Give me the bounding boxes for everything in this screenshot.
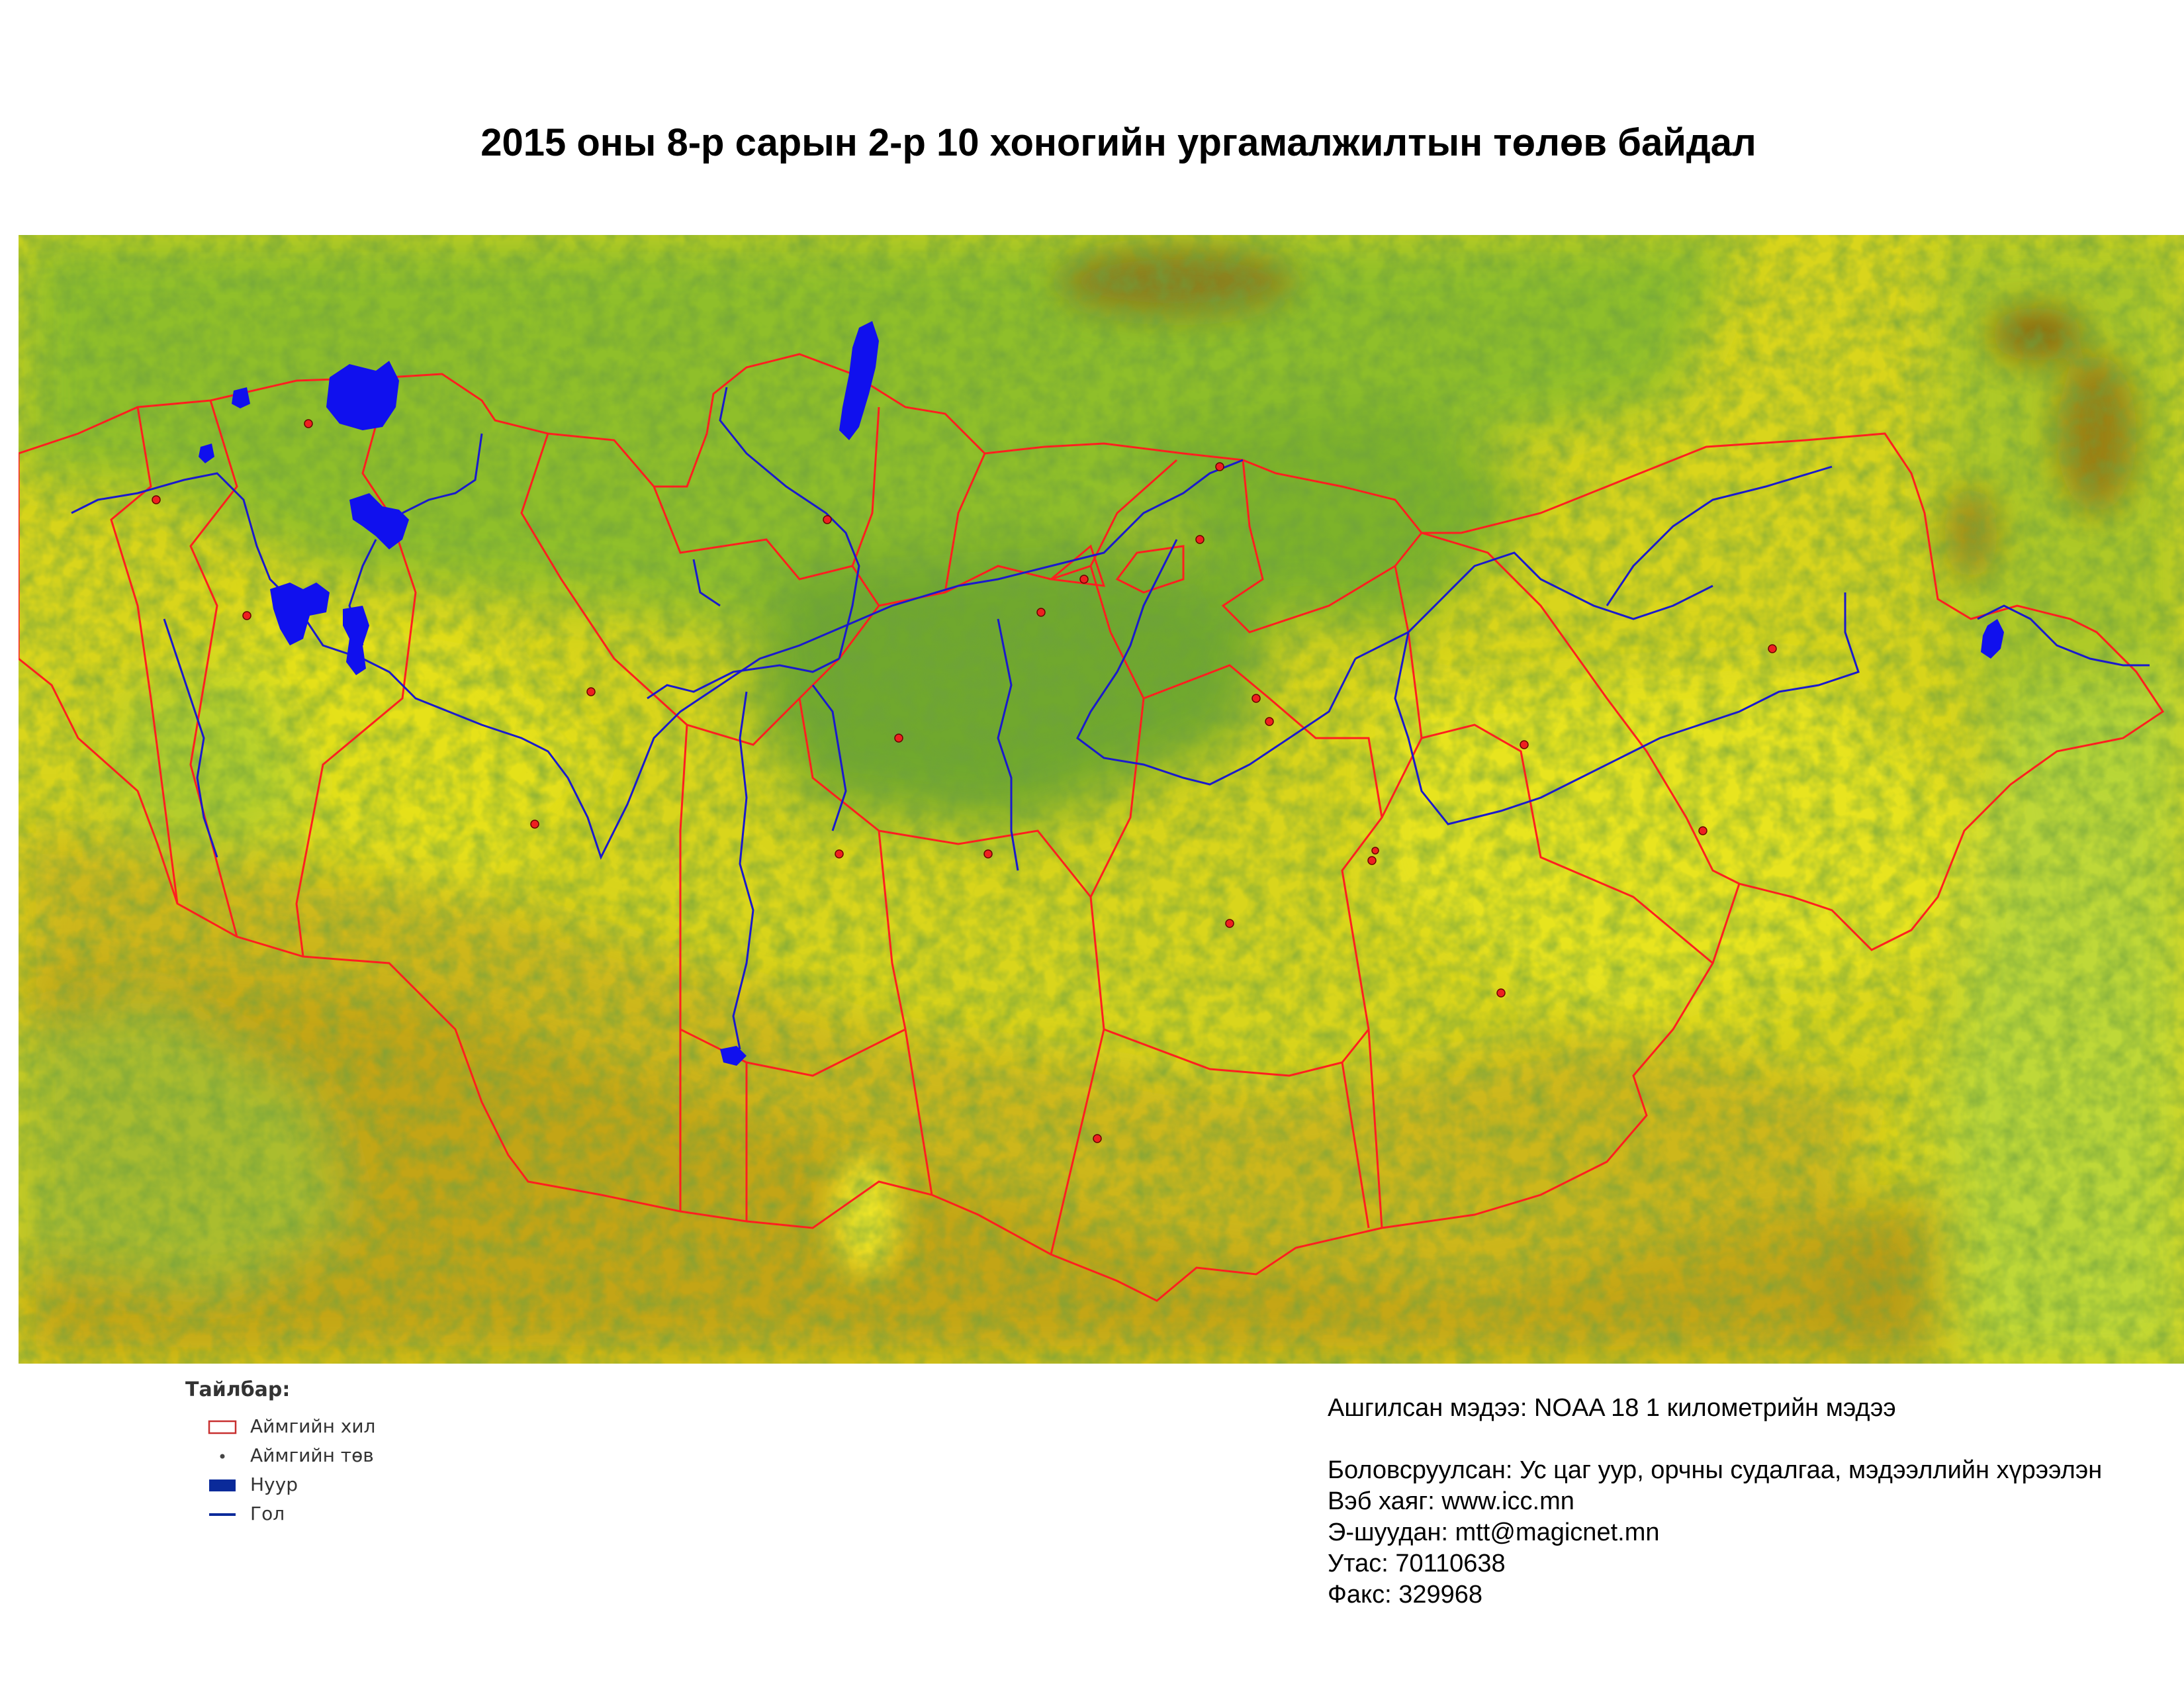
info-fax: Факс: 329968 (1328, 1581, 1482, 1609)
map-legend (185, 1378, 516, 1537)
aimag-center-sukhbaatar-city (1216, 463, 1224, 471)
aimag-center-tsetserleg (895, 734, 903, 742)
info-website[interactable]: Вэб хаяг: www.icc.mn (1328, 1487, 1574, 1515)
aimag-center-sainshand (1497, 989, 1505, 997)
info-email[interactable]: Э-шуудан: mtt@magicnet.mn (1328, 1519, 1660, 1546)
aimag-center-undurkhaan (1520, 741, 1528, 749)
aimag-center-choibalsan (1768, 645, 1776, 653)
aimag-center-ulaanbaatar (1252, 694, 1260, 702)
aimag-center-zuunmod (1265, 718, 1273, 726)
aimag-center-altai (531, 820, 539, 828)
legend-title: Тайлбар: (185, 1378, 291, 1401)
aimag-center-bulgan (1037, 608, 1045, 616)
aimag-center-bayankhongor (835, 850, 843, 858)
info-block (1328, 1393, 2181, 1611)
aimag-center-mandalgovi (1226, 919, 1234, 927)
boundary-rect-icon (208, 1419, 237, 1435)
aimag-center-khovd (243, 612, 251, 620)
aimag-center-murun (823, 516, 831, 524)
legend-label-lake: Нуур (250, 1474, 298, 1495)
vegetation-map[interactable] (19, 235, 2184, 1364)
aimag-center-erdenet (1080, 575, 1088, 583)
legend-label-river: Гол (250, 1503, 285, 1524)
aimag-center-baganuur (1368, 857, 1376, 865)
aimag-center-choir (1372, 847, 1379, 854)
aimag-center-ulaangom (304, 420, 312, 428)
lake-fill-icon (208, 1477, 237, 1493)
info-prepared-by: Боловсруулсан: Ус цаг уур, орчны судалгаа, мэдээллийн хүрээлэн (1328, 1456, 2103, 1484)
aimag-center-arvaikheer (984, 850, 992, 858)
river-line-icon (208, 1507, 237, 1523)
map-title: 2015 оны 8-р сарын 2-р 10 хоногийн ургамалжилтын төлөв байдал (480, 121, 1756, 164)
info-data-source: Ашгилсан мэдээ: NOAA 18 1 километрийн мэдээ (1328, 1394, 1896, 1422)
info-phone: Утас: 70110638 (1328, 1550, 1506, 1577)
aimag-center-dalanzadgad (1093, 1135, 1101, 1143)
aimag-center-uliastai (587, 688, 595, 696)
legend-label-boundary: Аймгийн хил (250, 1415, 376, 1437)
aimag-center-ulgii (152, 496, 160, 504)
aimag-center-darkhan (1196, 536, 1204, 543)
legend-label-center: Аймгийн төв (250, 1444, 374, 1466)
center-dot-icon (208, 1448, 237, 1464)
aimag-center-baruun-urt (1699, 827, 1707, 835)
